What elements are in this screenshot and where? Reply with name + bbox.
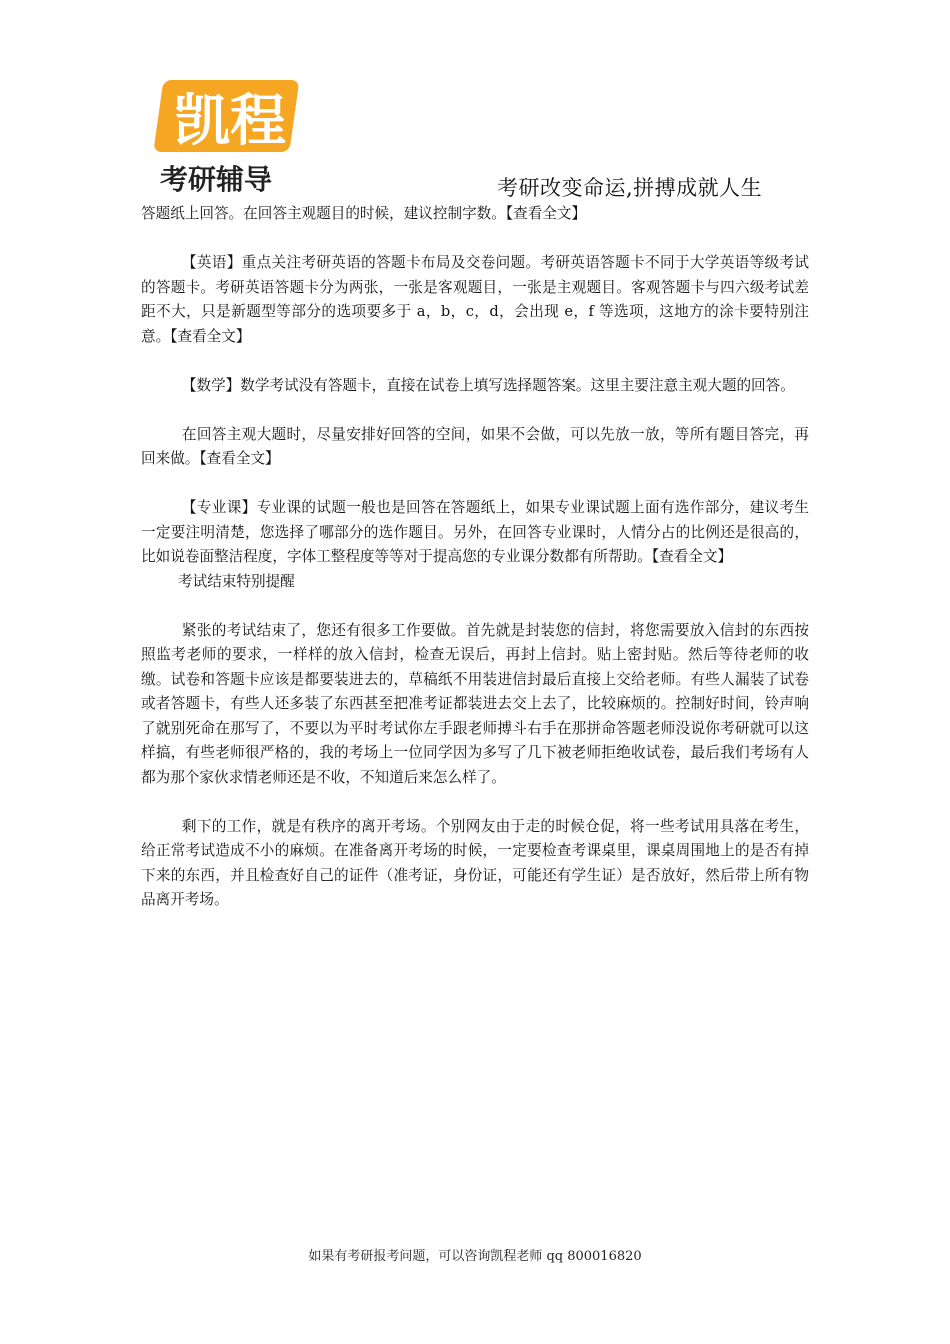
- article-body: [141, 202, 809, 913]
- paragraph-leaving: 剩下的工作，就是有秩序的离开考场。个别网友由于走的时候仓促，将一些考试用具落在考生，给正常考试造成不小的麻烦。在准备离开考场的时候，一定要检查考课桌里，课桌周围地上的是否有掉下来的东西，并且检查好自己的证件（准考证，身份证，可能还有学生证）是否放好，然后带上所有物品离开考场。: [141, 817, 809, 908]
- paragraph-continuation: 答题纸上回答。在回答主观题目的时候，建议控制字数。【查看全文】: [141, 205, 587, 222]
- paragraph-math: 【数学】数学考试没有答题卡，直接在试卷上填写选择题答案。这里主要注意主观大题的回答。: [181, 376, 795, 394]
- logo-wordmark: 凯程: [174, 89, 286, 154]
- paragraph-english: 【英语】重点关注考研英语的答题卡布局及交卷问题。考研英语答题卡不同于大学英语等级考试的答题卡。考研英语答题卡分为两张，一张是客观题目，一张是主观题目。客观答题卡与四六级考试差距不大，只是新题型等部分的选项要多于 a，b，c，d，会出现 e，f 等选项，这地方的涂卡要特别注意。【查看全文】: [141, 254, 809, 345]
- paragraph-after-exam: 紧张的考试结束了，您还有很多工作要做。首先就是封装您的信封，将您需要放入信封的东西按照监考老师的要求，一样样的放入信封，检查无误后，再封上信封。贴上密封贴。然后等待老师的收缴。试卷和答题卡应该是都要装进去的，草稿纸不用装进信封最后直接上交给老师。有些人漏装了试卷或者答题卡，有些人还多装了东西甚至把准考证都装进去交上去了，比较麻烦的。控制好时间，铃声响了就别死命在那写了，不要以为平时考试你左手跟老师搏斗右手在那拼命答题老师没说你考研就可以这样搞，有些老师很严格的，我的考场上一位同学因为多写了几下被老师拒绝收试卷，最后我们考场有人都为那个家伙求情老师还是不收，不知道后来怎么样了。: [141, 621, 809, 786]
- logo-subtitle: 考研辅导: [160, 163, 273, 196]
- header-slogan: 考研改变命运,拼搏成就人生: [497, 176, 763, 200]
- page-footer: 如果有考研报考问题，可以咨询凯程老师 qq 800016820: [308, 1249, 642, 1264]
- section-subheading: 考试结束特别提醒: [178, 572, 295, 590]
- paragraph-math-detail: 在回答主观大题时，尽量安排好回答的空间，如果不会做，可以先放一放，等所有题目答完，再回来做。【查看全文】: [141, 425, 809, 467]
- paragraph-major: 【专业课】专业课的试题一般也是回答在答题纸上，如果专业课试题上面有选作部分，建议考生一定要注明清楚，您选择了哪部分的选作题目。另外，在回答专业课时，人情分占的比例还是很高的，比如说卷面整洁程度，字体工整程度等等对于提高您的专业课分数都有所帮助。【查看全文】: [141, 499, 809, 565]
- kaicheng-logo: [150, 76, 300, 196]
